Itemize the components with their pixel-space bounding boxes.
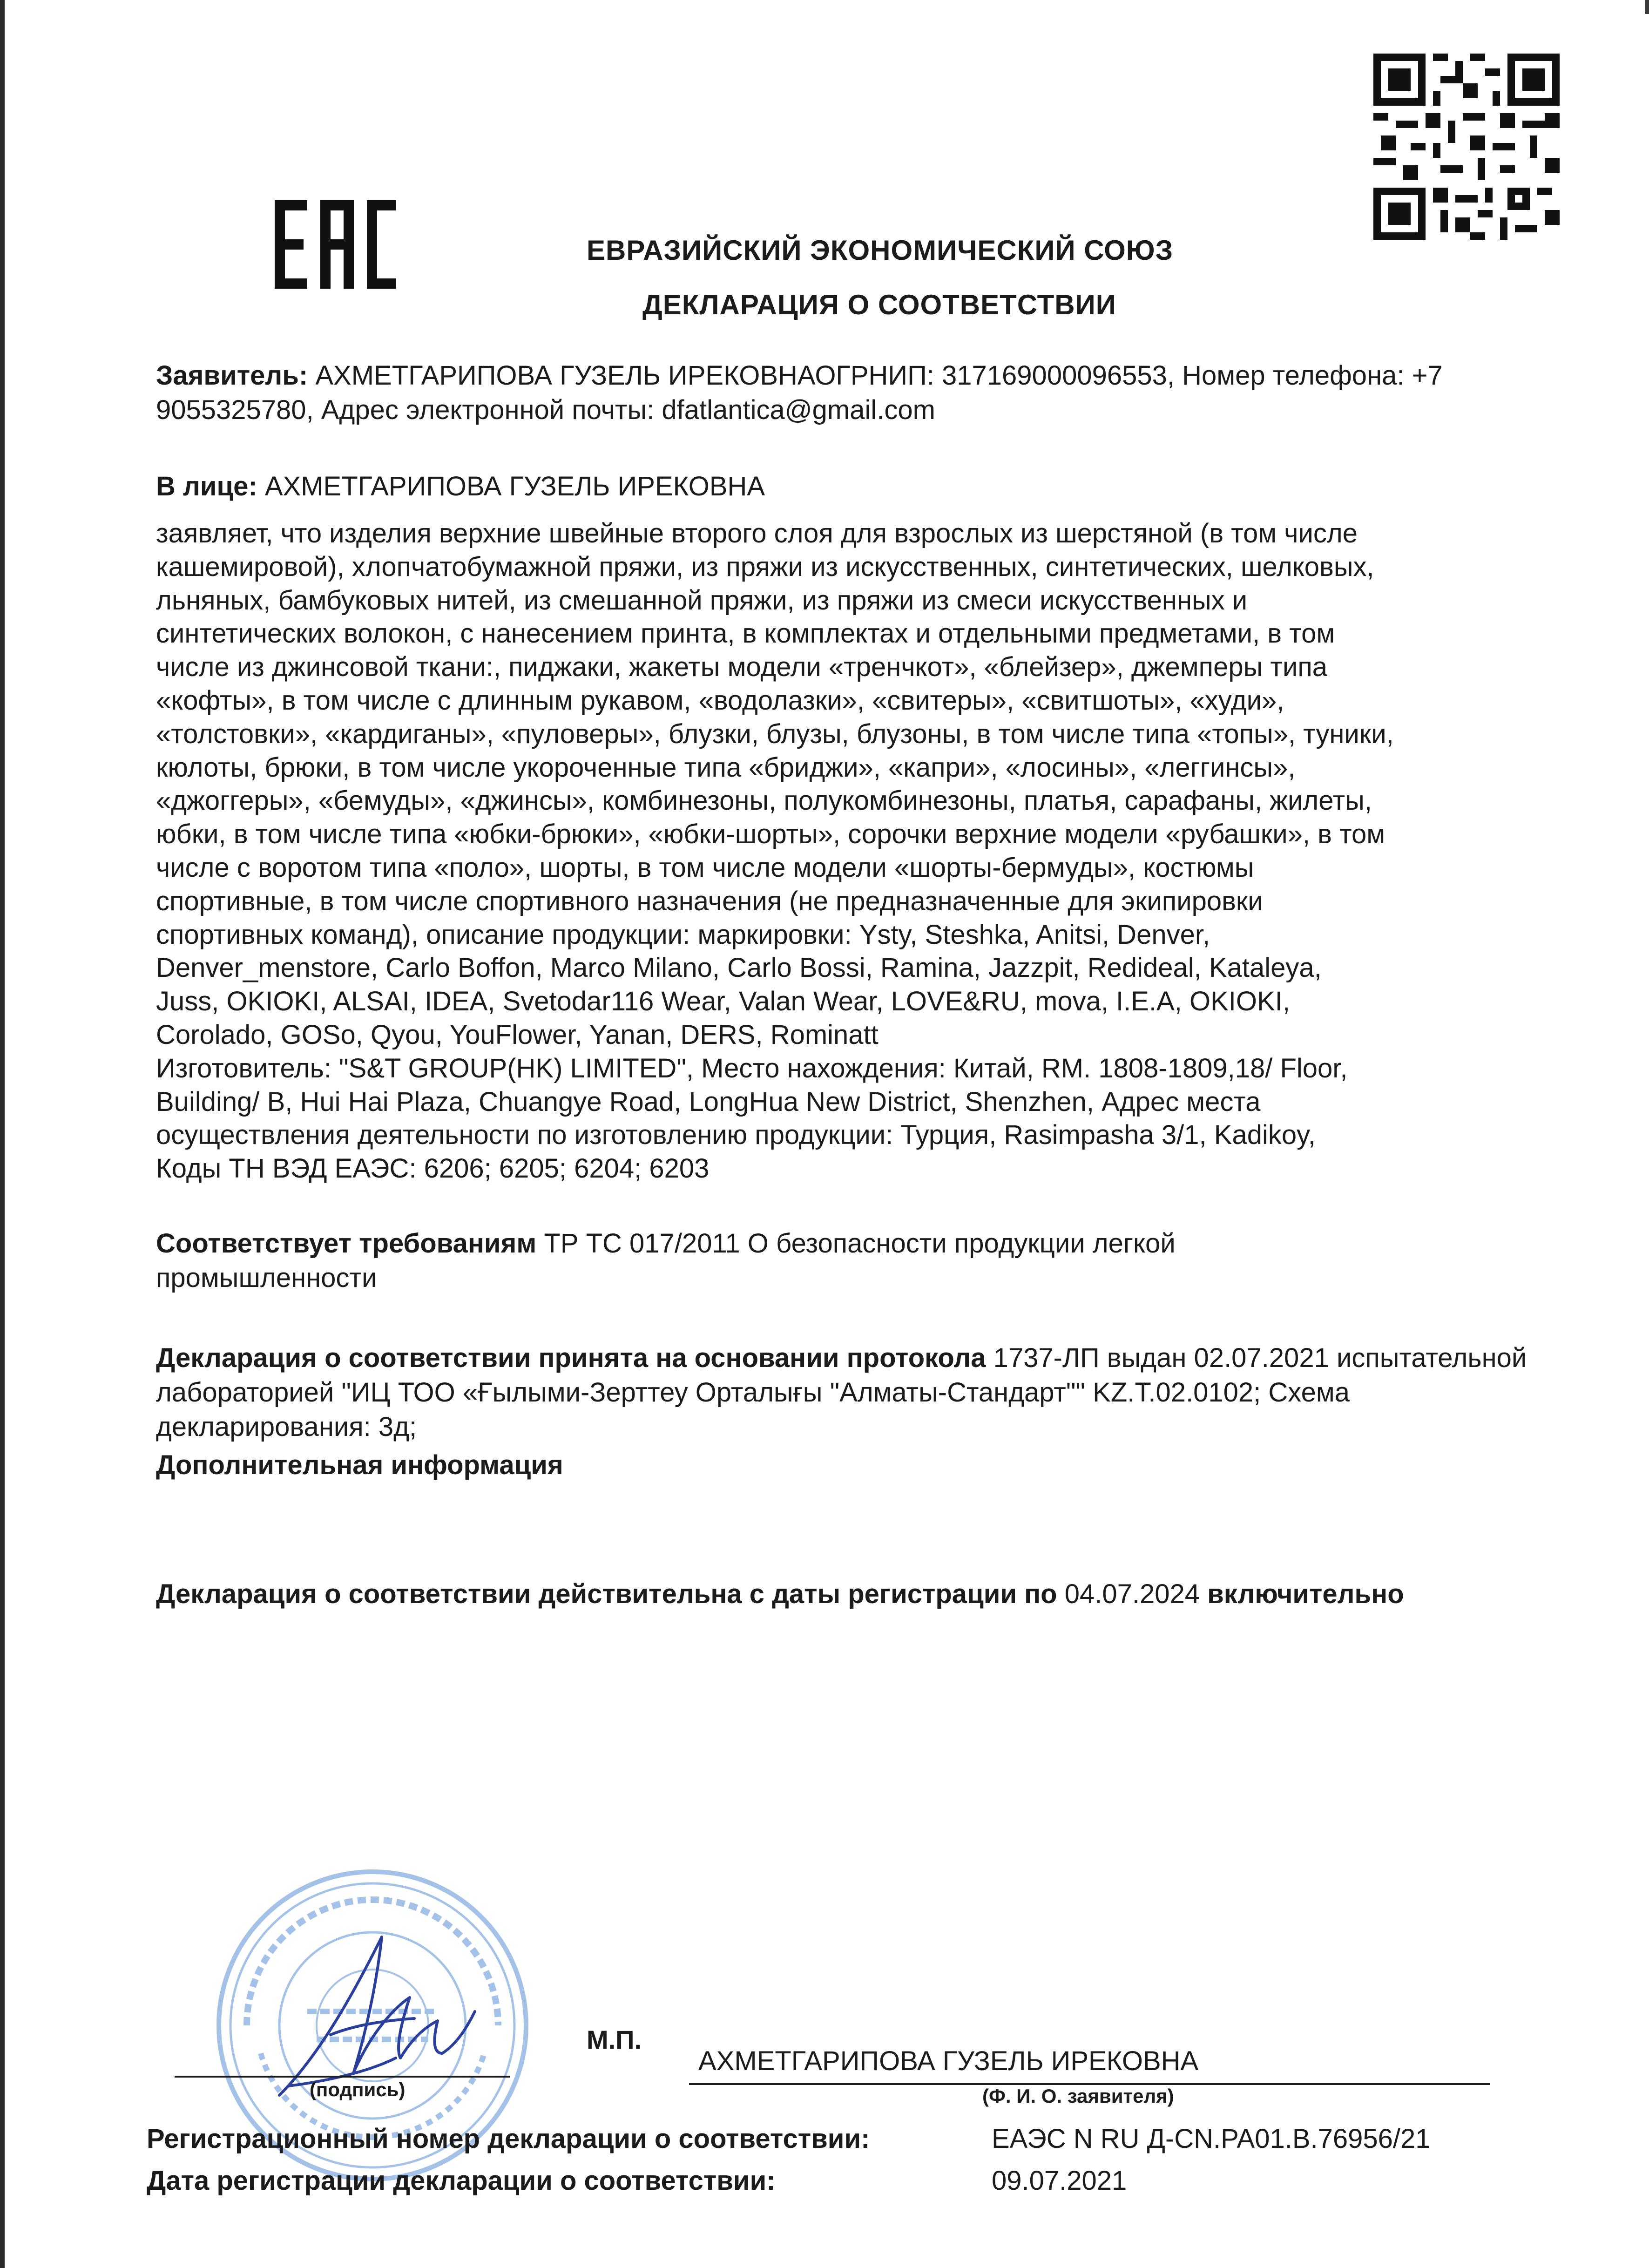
body-line: Building/ B, Hui Hai Plaza, Chuangye Road, LongHua New District, Shenzhen, Адрес места [156,1086,1261,1117]
applicant-label: Заявитель: [156,360,308,391]
validity-label: Декларация о соответствии действительна с даты регистрации по [156,1579,1057,1609]
conformity-label: Соответствует требованиям [156,1228,537,1259]
body-line: числе из джинсовой ткани:, пиджаки, жакеты модели «тренчкот», «блейзер», джемперы типа [156,652,1328,683]
body-line: Изготовитель: "S&T GROUP(HK) LIMITED", Место нахождения: Китай, RM. 1808-1809,18/ Floor, [156,1053,1348,1083]
body-line: Juss, OKIOKI, ALSAI, IDEA, Svetodar116 Wear, Valan Wear, LOVE&RU, mova, I.E.A, OKIOKI, [156,986,1290,1017]
registration-number: ЕАЭС N RU Д-CN.PA01.B.76956/21 [992,2124,1431,2154]
eac-logo [275,200,396,289]
body-line: спортивные, в том числе спортивного назначения (не предназначенные для экипировки [156,886,1263,916]
body-line: осуществления деятельности по изготовлению продукции: Турция, Rasimpasha 3/1, Kadikoy, [156,1120,1316,1151]
registration-date-label: Дата регистрации декларации о соответствии: [147,2166,776,2196]
body-line: Коды ТН ВЭД ЕАЭС: 6206; 6205; 6204; 6203 [156,1153,710,1184]
applicant-paragraph [156,359,1562,427]
validity-paragraph [156,1577,1413,1611]
additional-info-paragraph [156,1448,1562,1483]
representative-label: В лице: [156,471,257,501]
scan-edge-left [0,0,5,2268]
body-line: числе с воротом типа «поло», шорты, в том числе модели «шорты-бермуды», костюмы [156,852,1254,883]
applicant-text: АХМЕТГАРИПОВА ГУЗЕЛЬ ИРЕКОВНАОГРНИП: 317169000096553, Номер телефона: +7 9055325780, Адрес электронной почты: dfatlantica@gmail.com [156,360,1443,425]
basis-label: Декларация о соответствии принята на основании протокола [156,1343,986,1373]
body-line: «кофты», в том числе с длинным рукавом, «водолазки», «свитеры», «свитшоты», «худи», [156,685,1284,716]
additional-info-label: Дополнительная информация [156,1450,563,1480]
signature-line [175,2076,510,2078]
body-line: «джоггеры», «бемуды», «джинсы», комбинезоны, полукомбинезоны, платья, сарафаны, жилеты, [156,785,1372,816]
signature-caption: (подпись) [310,2078,405,2100]
seal-place-label: М.П. [587,2025,642,2054]
validity-label-end: включительно [1200,1579,1404,1609]
document-title: ДЕКЛАРАЦИЯ О СООТВЕТСТВИИ [642,289,1116,320]
scan-edge-right [1645,0,1649,14]
registration-date: 09.07.2021 [992,2166,1127,2196]
conformity-paragraph [156,1226,1366,1295]
body-line: Corolado, GOSo, Qyou, YouFlower, Yanan, DERS, Rominatt [156,1019,879,1050]
body-line: кюлоты, брюки, в том числе укороченные типа «бриджи», «капри», «лосины», «леггинсы», [156,752,1296,783]
body-line: Denver_menstore, Carlo Boffon, Marco Milano, Carlo Bossi, Ramina, Jazzpit, Redideal, Kataleya, [156,953,1322,983]
conformity-text: ТР ТС 017/2011 О безопасности продукции легкой промышленности [156,1228,1176,1293]
basis-paragraph [156,1341,1562,1444]
qr-code-icon [1373,54,1560,240]
declaration-body [156,517,1562,1185]
union-heading: ЕВРАЗИЙСКИЙ ЭКОНОМИЧЕСКИЙ СОЮЗ [587,235,1174,266]
body-line: синтетических волокон, с нанесением принта, в комплектах и отдельными предметами, в том [156,618,1335,649]
body-line: спортивных команд), описание продукции: маркировки: Ysty, Steshka, Anitsi, Denver, [156,919,1210,950]
body-line: юбки, в том числе типа «юбки-брюки», «юбки-шорты», сорочки верхние модели «рубашки», в том [156,819,1385,850]
representative-text: АХМЕТГАРИПОВА ГУЗЕЛЬ ИРЕКОВНА [257,471,765,501]
full-name-caption: (Ф. И. О. заявителя) [982,2085,1174,2107]
applicant-full-name: АХМЕТГАРИПОВА ГУЗЕЛЬ ИРЕКОВНА [698,2046,1199,2076]
validity-date: 04.07.2024 [1057,1579,1200,1609]
body-line: кашемировой), хлопчатобумажной пряжи, из пряжи из искусственных, синтетических, шелковых, [156,551,1374,582]
body-line: «толстовки», «кардиганы», «пуловеры», блузки, блузы, блузоны, в том числе типа «топы», туники, [156,718,1394,749]
body-line: льняных, бамбуковых нитей, из смешанной пряжи, из пряжи из смеси искусственных и [156,585,1248,616]
basis-text: 1737-ЛП выдан 02.07.2021 испытательной лабораторией "ИЦ ТОО «Ғылыми-Зерттеу Орталығы "Алматы-Стандарт"" KZ.T.02.0102; Схема декларирования: 3д; [156,1343,1527,1442]
representative-paragraph [156,469,1562,504]
body-line: заявляет, что изделия верхние швейные второго слоя для взрослых из шерстяной (в том числе [156,518,1358,548]
registration-number-label: Регистрационный номер декларации о соответствии: [147,2124,870,2154]
